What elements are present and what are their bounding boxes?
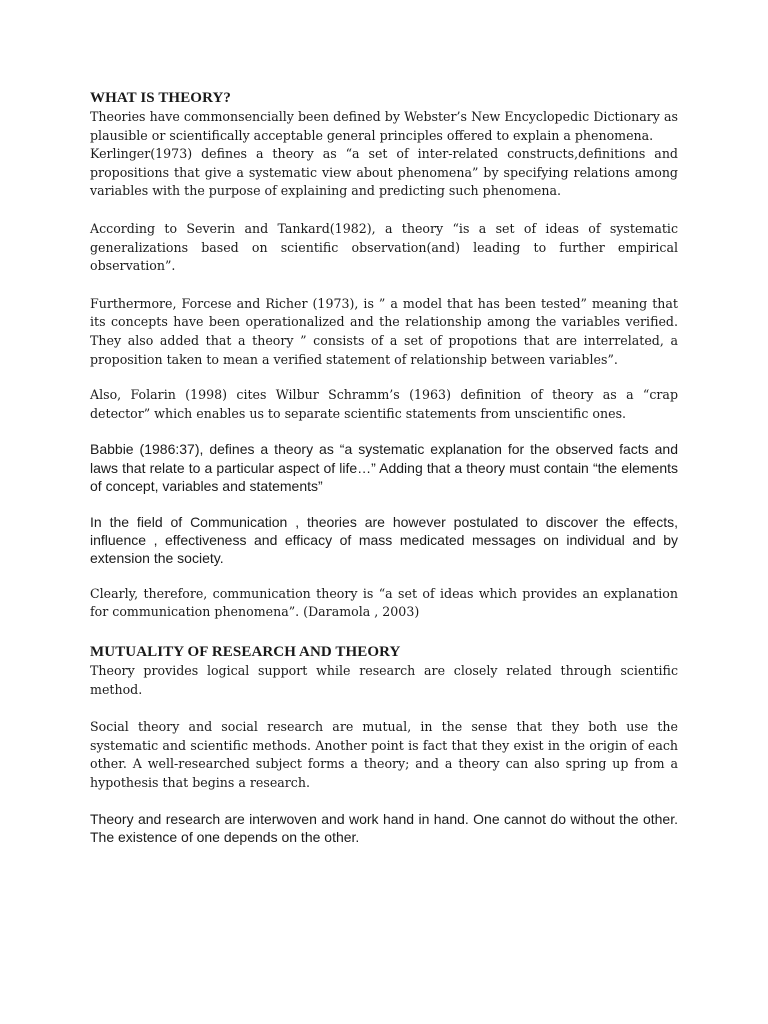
document-page [90, 88, 678, 846]
paragraph-severin-tankard: According to Severin and Tankard(1982), a theory “is a set of ideas of systematic generalizations based on scientific observation(and) leading to further empirical observation”. [90, 220, 678, 274]
paragraph-daramola: Clearly, therefore, communication theory is “a set of ideas which provides an explanation for communication phenomena”. (Daramola , 2003) [90, 585, 678, 620]
paragraph-interwoven: Theory and research are interwoven and work hand in hand. One cannot do without the other. The existence of one depends on the other. [90, 810, 678, 845]
paragraph-folarin-schramm: Also, Folarin (1998) cites Wilbur Schramm’s (1963) definition of theory as a “crap detector” which enables us to separate scientific statements from unscientific ones. [90, 387, 678, 421]
paragraph-webster-definition: Theories have commonsencially been defined by Webster’s New Encyclopedic Dictionary as plausible or scientifically acceptable general principles offered to explain a phenomena. [90, 109, 678, 143]
paragraph-social-theory-research: Social theory and social research are mutual, in the sense that they both use the systematic and scientific methods. Another point is fact that they exist in the origin of each other. A well-researched subject forms a theory; and a theory can also spring up from a hypothesis that begins a research. [90, 719, 678, 790]
paragraph-kerlinger-definition: Kerlinger(1973) defines a theory as “a set of inter-related constructs,definitions and propositions that give a systematic view about phenomena” by specifying relations among variables with the purpose of explaining and predicting such phenomena. [90, 146, 678, 199]
section-heading-mutuality: MUTUALITY OF RESEARCH AND THEORY [90, 643, 401, 660]
paragraph-forcese-richer: Furthermore, Forcese and Richer (1973), is ” a model that has been tested” meaning that its concepts have been operationalized and the relationship among the variables verified. They also added that a theory ” consists of a set of propotions that are interrelated, a proposition taken to mean a verified statement of relationship between variables”. [90, 295, 678, 367]
paragraph-logical-support: Theory provides logical support while research are closely related through scientific method. [90, 662, 678, 697]
paragraph-communication-field: In the field of Communication , theories are however postulated to discover the effects, influence , effectiveness and efficacy of mass medicated messages on individual and by extension the society. [90, 513, 678, 567]
paragraph-babbie: Babbie (1986:37), defines a theory as “a systematic explanation for the observed facts and laws that relate to a particular aspect of life…” Adding that a theory must contain “the elements of concept, variables and statements” [90, 441, 678, 495]
section-heading-what-is-theory: WHAT IS THEORY? [90, 90, 232, 106]
